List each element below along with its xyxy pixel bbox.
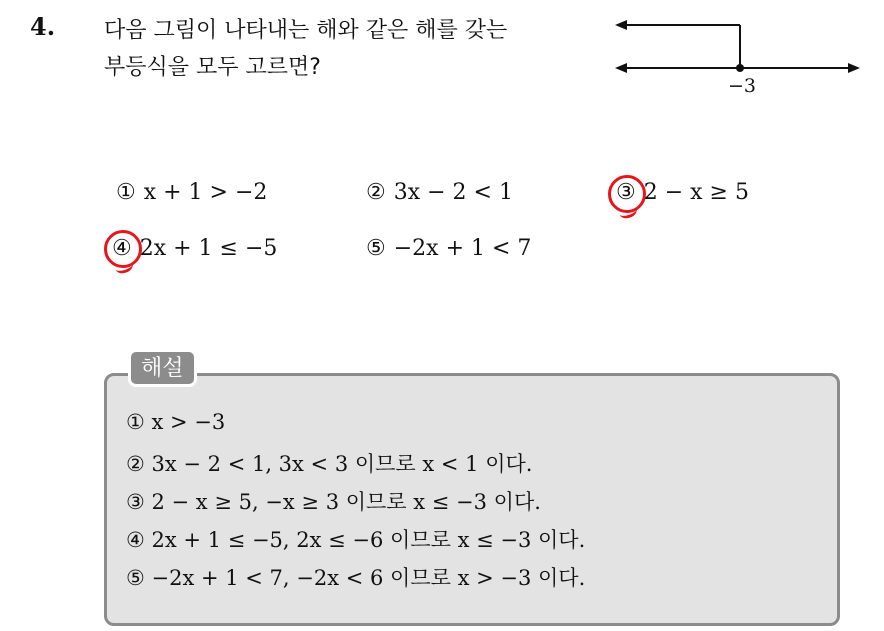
option-1[interactable]	[116, 180, 267, 205]
option-4[interactable]	[112, 236, 277, 261]
question-text-line-1: 다음 그림이 나타내는 해와 같은 해를 갖는	[104, 18, 508, 43]
option-3-text: 2 − x ≥ 5	[643, 180, 749, 205]
option-2-text: 3x − 2 < 1	[393, 180, 513, 205]
solution-line-2: ② 3x − 2 < 1, 3x < 3 이므로 x < 1 이다.	[126, 452, 533, 476]
option-4-text: 2x + 1 ≤ −5	[139, 236, 278, 261]
axis-left-arrowhead	[615, 63, 627, 73]
region-arrowhead	[615, 20, 627, 30]
option-1-text: x + 1 > −2	[143, 180, 268, 205]
option-5[interactable]	[366, 236, 531, 261]
option-2[interactable]	[366, 180, 513, 205]
option-3-mark: ③	[616, 180, 636, 205]
number-line-figure	[610, 10, 865, 100]
point-label: −3	[728, 75, 757, 97]
question-number: 4.	[30, 12, 56, 41]
option-4-mark: ④	[112, 236, 132, 261]
solution-line-3: ③ 2 − x ≥ 5, −x ≥ 3 이므로 x ≤ −3 이다.	[126, 490, 541, 514]
solution-title: 해설	[128, 349, 197, 387]
solution-line-4: ④ 2x + 1 ≤ −5, 2x ≤ −6 이므로 x ≤ −3 이다.	[126, 528, 586, 552]
question-text-line-2: 부등식을 모두 고르면?	[104, 55, 321, 80]
option-3[interactable]	[616, 180, 749, 205]
option-5-mark: ⑤	[366, 236, 386, 261]
option-2-mark: ②	[366, 180, 386, 205]
option-1-mark: ①	[116, 180, 136, 205]
solution-line-5: ⑤ −2x + 1 < 7, −2x < 6 이므로 x > −3 이다.	[126, 566, 586, 590]
closed-endpoint	[736, 64, 744, 72]
solution-line-1: ① x > −3	[126, 410, 226, 434]
axis-right-arrowhead	[848, 63, 860, 73]
option-5-text: −2x + 1 < 7	[393, 236, 532, 261]
